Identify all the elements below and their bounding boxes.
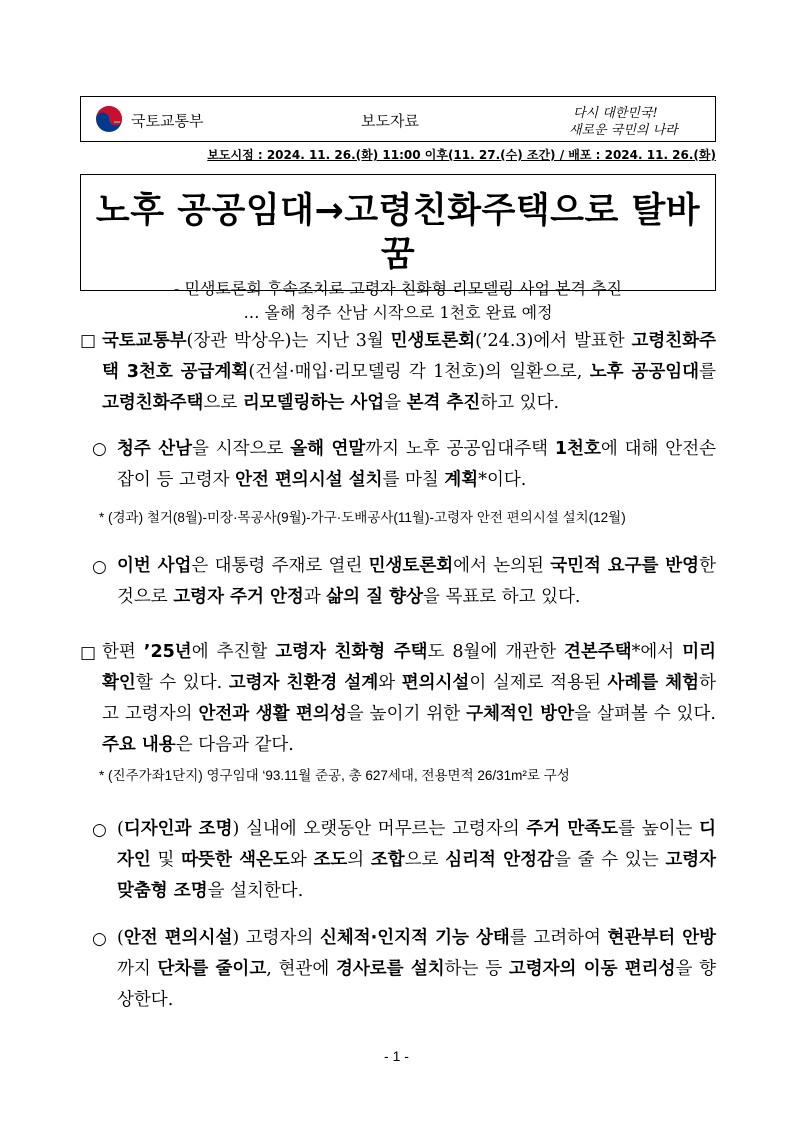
text-run: 으로 <box>203 393 243 413</box>
text-run: 하고 있다. <box>480 393 560 413</box>
text-run: 을 목표로 하고 있다. <box>423 587 581 607</box>
subtitle-1: - 민생토론회 후속조치로 고령자 친화형 리모델링 사업 본격 추진 <box>174 279 622 298</box>
bold-text: 안전 편의시설 설치 <box>235 470 383 490</box>
text-run: 를 높이는 <box>618 819 700 839</box>
bold-text: 조도 <box>313 850 348 870</box>
bold-text: 국민적 요구를 반영 <box>550 556 700 576</box>
bold-text: 삶의 질 향상 <box>326 587 423 607</box>
bold-text: 국토교통부 <box>102 331 187 351</box>
bold-text: 노후 공공임대 <box>589 362 700 382</box>
text-run: (’24.3)에서 발표한 <box>475 331 632 351</box>
subtitle-2: … 올해 청주 산남 시작으로 1천호 완료 예정 <box>243 303 553 322</box>
text-run: 및 <box>150 850 182 870</box>
text-run: , 현관에 <box>266 959 336 979</box>
ministry-logo-icon <box>95 105 123 133</box>
paragraph-2 <box>117 434 716 496</box>
text-run: 을 향상한다. <box>117 959 717 1010</box>
text-run: 까지 노후 공공임대주택 <box>365 439 555 459</box>
bold-text: 고령친화주택 3천호 공급계획 <box>102 331 716 382</box>
bold-text: 디자인 <box>117 819 716 870</box>
text-run: 도 8월에 개관한 <box>427 642 565 662</box>
bold-text: 고령자 친화형 주택 <box>275 642 428 662</box>
circle-bullet: ○ <box>92 820 107 840</box>
text-run: 하는 등 <box>444 959 509 979</box>
bold-text: 경사로를 설치 <box>335 959 445 979</box>
square-bullet: □ <box>80 331 97 351</box>
text-run: 를 마칠 <box>382 470 445 490</box>
bold-text: 계획 <box>444 470 479 490</box>
bold-text: 올해 연말 <box>290 439 366 459</box>
bold-text: 미리 확인 <box>102 642 717 693</box>
bold-text: 심리적 안정감 <box>445 850 554 870</box>
footnote-1: * (경과) 철거(8월)-미장·목공사(9월)-가구·도배공사(11월)-고령자 안전 편의시설 설치(12월) <box>99 510 626 525</box>
text-run: 한편 <box>102 642 144 662</box>
bold-text: 사례를 체험 <box>607 673 700 693</box>
text-run: *이다. <box>478 470 527 490</box>
page-number: - 1 - <box>384 1048 409 1064</box>
bold-text: 이번 사업 <box>117 556 192 576</box>
text-run: 를 고려하여 <box>509 928 608 948</box>
text-run: 까지 <box>117 959 158 979</box>
text-run: 을 시작으로 <box>192 439 291 459</box>
bold-text: 현관부터 안방 <box>607 928 717 948</box>
bold-text: 고령친화주택 <box>102 393 204 413</box>
main-title: 노후 공공임대→고령친화주택으로 탈바꿈 <box>95 191 701 275</box>
text-run: 에 추진할 <box>191 642 276 662</box>
bold-text: 따뜻한 색온도 <box>181 850 290 870</box>
paragraph-3 <box>117 551 716 613</box>
bold-text: 단차를 줄이고 <box>157 959 267 979</box>
text-run: 을 <box>384 393 407 413</box>
bold-text: 민생토론회 <box>368 556 454 576</box>
text-run: 을 높이기 위한 <box>346 704 467 724</box>
bold-text: 민생토론회 <box>390 331 476 351</box>
text-run: 한 것으로 <box>117 556 716 607</box>
paragraph-6 <box>117 923 716 1016</box>
bold-text: ’25년 <box>143 642 192 662</box>
text-run: 을 살펴볼 수 있다. <box>574 704 716 724</box>
bold-text: 리모델링하는 사업 <box>242 393 385 413</box>
text-run: 을 설치한다. <box>207 881 304 901</box>
text-run: 와 <box>378 673 402 693</box>
bold-text: 구체적인 방안 <box>466 704 575 724</box>
bold-text: 조합 <box>370 850 405 870</box>
paragraph-1 <box>102 326 716 419</box>
text-run: 와 <box>289 850 314 870</box>
release-info: 보도시점 : 2024. 11. 26.(화) 11:00 이후(11. 27.(수) 조간) / 배포 : 2024. 11. 26.(화) <box>207 148 716 162</box>
bold-text: 신체적·인지적 기능 상태 <box>319 928 510 948</box>
text-run: 에 대해 안전손잡이 등 고령자 <box>117 439 717 490</box>
text-run: 은 다음과 같다. <box>175 735 294 755</box>
text-run: 이 실제로 적용된 <box>469 673 608 693</box>
title-box <box>80 174 716 322</box>
bold-text: 디자인과 조명 <box>123 819 233 839</box>
bold-text: 고령자 주거 안정 <box>173 587 304 607</box>
text-run: (장관 박상우)는 지난 3월 <box>186 331 391 351</box>
text-run: 은 대통령 주재로 열린 <box>191 556 369 576</box>
ministry-name: 국토교통부 <box>131 112 204 130</box>
square-bullet: □ <box>80 643 97 663</box>
text-run: 의 <box>347 850 371 870</box>
text-run: 하고 고령자의 <box>102 673 716 724</box>
slogan-handwriting <box>565 102 711 138</box>
circle-bullet: ○ <box>92 557 107 577</box>
slogan-line2: 새로운 국민의 나라 <box>569 123 678 138</box>
bold-text: 1천호 <box>554 439 601 459</box>
text-run: 과 <box>303 587 327 607</box>
paragraph-5 <box>117 814 716 907</box>
bold-text: 안전과 생활 편의성 <box>198 704 347 724</box>
bold-text: 고령자의 이동 편리성 <box>508 959 676 979</box>
bold-text: 주거 만족도 <box>526 819 619 839</box>
bold-text: 견본주택 <box>564 642 632 662</box>
bold-text: 청주 산남 <box>117 439 193 459</box>
text-run: 를 <box>699 362 716 382</box>
footnote-2: * (진주가좌1단지) 영구임대 ‘93.11월 준공, 총 627세대, 전용면적 26/31m²로 구성 <box>99 768 570 783</box>
header-box <box>80 96 716 142</box>
bold-text: 안전 편의시설 <box>123 928 233 948</box>
bold-text: 본격 추진 <box>406 393 481 413</box>
text-run: ) 실내에 오랫동안 머무르는 고령자의 <box>232 819 527 839</box>
text-run: 에서 논의된 <box>453 556 551 576</box>
bold-text: 주요 내용 <box>102 735 176 755</box>
bold-text: 고령자 친환경 설계 <box>228 673 379 693</box>
bold-text: 편의시설 <box>401 673 470 693</box>
text-run: (건설·매입·리모델링 각 1천호)의 일환으로, <box>248 362 590 382</box>
text-run: ) 고령자의 <box>232 928 320 948</box>
paragraph-4 <box>102 637 716 761</box>
slogan-line1: 다시 대한민국! <box>573 106 658 121</box>
bold-text: 고령자 맞춤형 조명 <box>117 850 717 901</box>
text-run: *에서 <box>631 642 683 662</box>
text-run: 을 줄 수 있는 <box>553 850 666 870</box>
text-run: ( <box>117 928 124 948</box>
circle-bullet: ○ <box>92 439 107 459</box>
text-run: 할 수 있다. <box>135 673 229 693</box>
text-run: 으로 <box>404 850 446 870</box>
text-run: ( <box>117 819 124 839</box>
doc-type-label: 보도자료 <box>361 112 419 130</box>
circle-bullet: ○ <box>92 929 107 949</box>
